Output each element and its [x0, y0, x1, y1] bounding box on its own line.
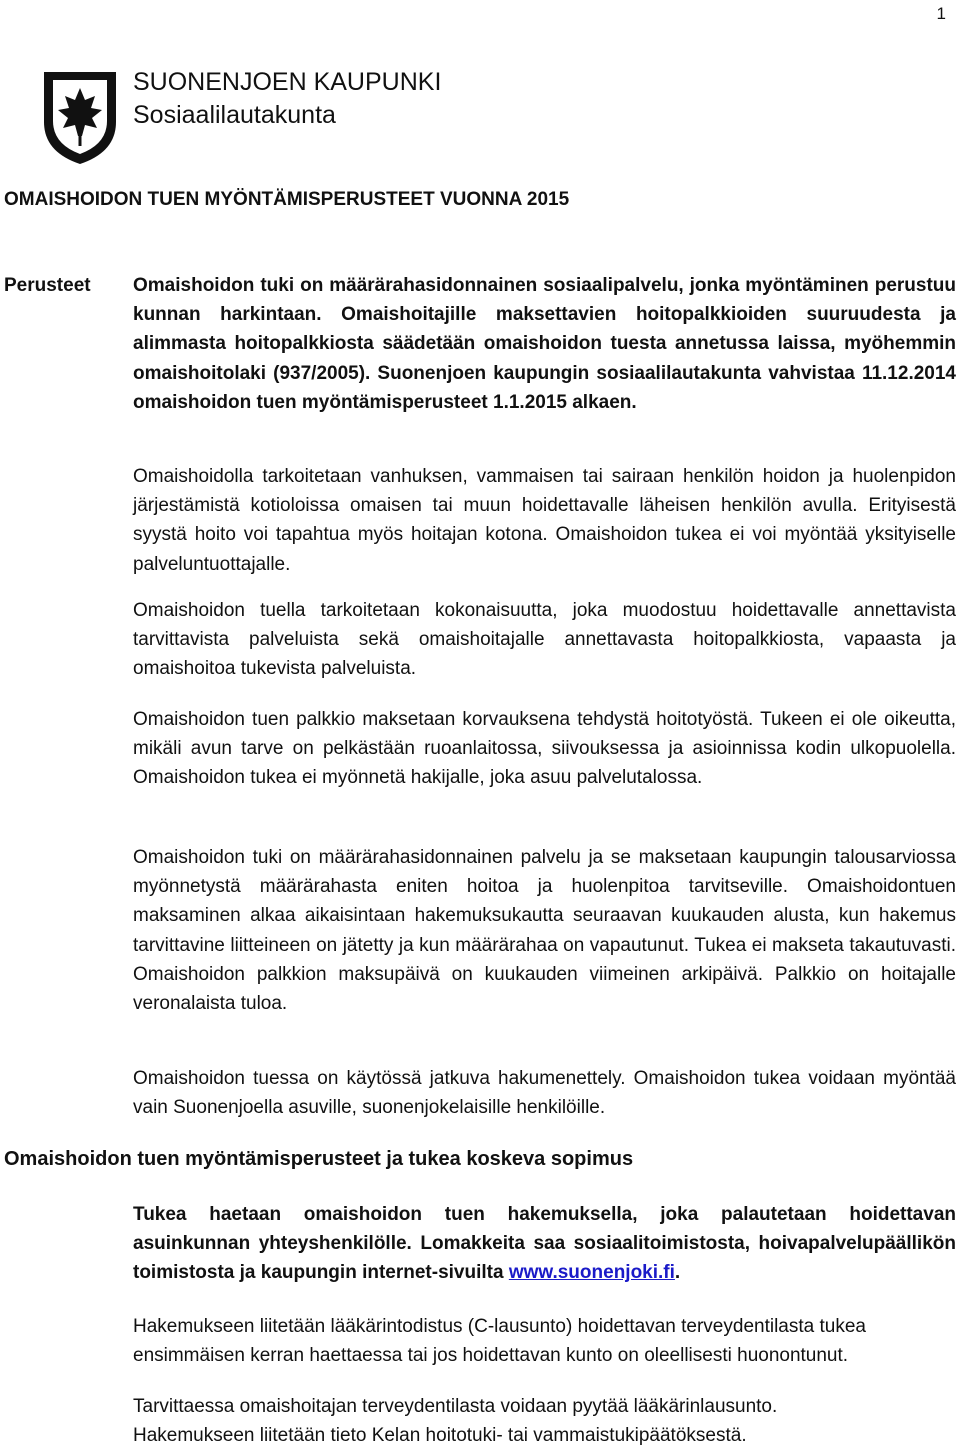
website-link[interactable]: www.suonenjoki.fi — [508, 1262, 675, 1284]
link-suffix: . — [674, 1262, 681, 1284]
paragraph-compensation: Omaishoidon tuen palkkio maksetaan korvauksena tehdystä hoitotyöstä. Tukeen ei ole oikeutta, mikäli avun tarve on pelkästään ruoanlaitossa, siivouksessa ja asioinnissa kodin ulkopuolella. Omaishoidon tukea ei myönnetä hakijalle, joka asuu palvelutalossa. — [133, 709, 956, 789]
apply-text: Tukea haetaan omaishoidon tuen hakemuksella, joka palautetaan hoidettavan asuinkunnan yhteyshenkilölle. Lomakkeita saa sosiaalitoimistosta, hoivapalvelupäällikön toimistosta ja kaupungin internet-sivuilta — [133, 1204, 956, 1284]
paragraph-application-process: Omaishoidon tuessa on käytössä jatkuva hakumenettely. Omaishoidon tukea voidaan myöntää vain Suonenjoella asuville, suonenjokelaisille henkilöille. — [133, 1068, 956, 1119]
section-heading: Omaishoidon tuen myöntämisperusteet ja tukea koskeva sopimus — [4, 1148, 634, 1170]
side-label: Perusteet — [4, 275, 91, 296]
document-title: OMAISHOIDON TUEN MYÖNTÄMISPERUSTEET VUONNA 2015 — [4, 189, 570, 210]
page-number: 1 — [936, 4, 946, 23]
paragraph-additional-info — [133, 1392, 953, 1450]
additional-info-line-2: Hakemukseen liitetään tieto Kelan hoitotuki- tai vammaistukipäätöksestä. — [133, 1425, 747, 1447]
additional-info-line-1: Tarvittaessa omaishoitajan terveydentilasta voidaan pyytää lääkärinlausunto. — [133, 1396, 778, 1417]
paragraph-how-to-apply — [133, 1200, 956, 1288]
paragraph-support-scope: Omaishoidon tuella tarkoitetaan kokonaisuutta, joka muodostuu hoidettavalle annettavista tarvittavista palveluista sekä omaishoitajalle annettavasta hoitopalkkiosta, vapaasta ja omaishoitoa tukevista palveluista. — [133, 600, 956, 680]
paragraph-definition: Omaishoidolla tarkoitetaan vanhuksen, vammaisen tai sairaan henkilön hoidon ja huolenpidon järjestämistä kotioloissa omaisen tai muun hoidettavalle läheisen henkilön avulla. Erityisestä syystä hoito voi tapahtua myös hoitajan kotona. Omaishoidon tukea ei voi myöntää yksityiselle palveluntuottajalle. — [133, 466, 956, 575]
city-coat-of-arms-logo — [40, 70, 120, 166]
paragraph-funding: Omaishoidon tuki on määrärahasidonnainen palvelu ja se maksetaan kaupungin talousarviossa myönnetystä määrärahasta eniten hoitoa ja huolenpitoa tarvitseville. Omaishoidontuen maksaminen alkaa aikaisintaan hakemuksukautta seuraavan kuukauden alusta, kun hakemus tarvittavine liitteineen on jätetty ja kun määrärahaa on vapautunut. Tukea ei makseta takautuvasti. Omaishoidon palkkion maksupäivä on kuukauden viimeinen arkipäivä. Palkkio on hoitajalle veronalaista tuloa. — [133, 847, 956, 1015]
intro-paragraph: Omaishoidon tuki on määrärahasidonnainen sosiaalipalvelu, jonka myöntäminen perustuu kunnan harkintaan. Omaishoitajille maksettavien hoitopalkkioiden suuruudesta ja alimmasta hoitopalkkiosta säädetään omaishoidon tuesta annetussa laissa, myöhemmin omaishoitolaki (937/2005). Suonenjoen kaupungin sosiaalilautakunta vahvistaa 11.12.2014 omaishoidon tuen myöntämisperusteet 1.1.2015 alkaen. — [133, 275, 956, 413]
paragraph-attachment: Hakemukseen liitetään lääkärintodistus (C-lausunto) hoidettavan terveydentilasta tukea ensimmäisen kerran haettaessa tai jos hoidettavan kunto on oleellisesti huonontunut. — [133, 1316, 866, 1367]
organization-name: SUONENJOEN KAUPUNKI — [133, 68, 442, 96]
organization-unit: Sosiaalilautakunta — [133, 101, 336, 129]
